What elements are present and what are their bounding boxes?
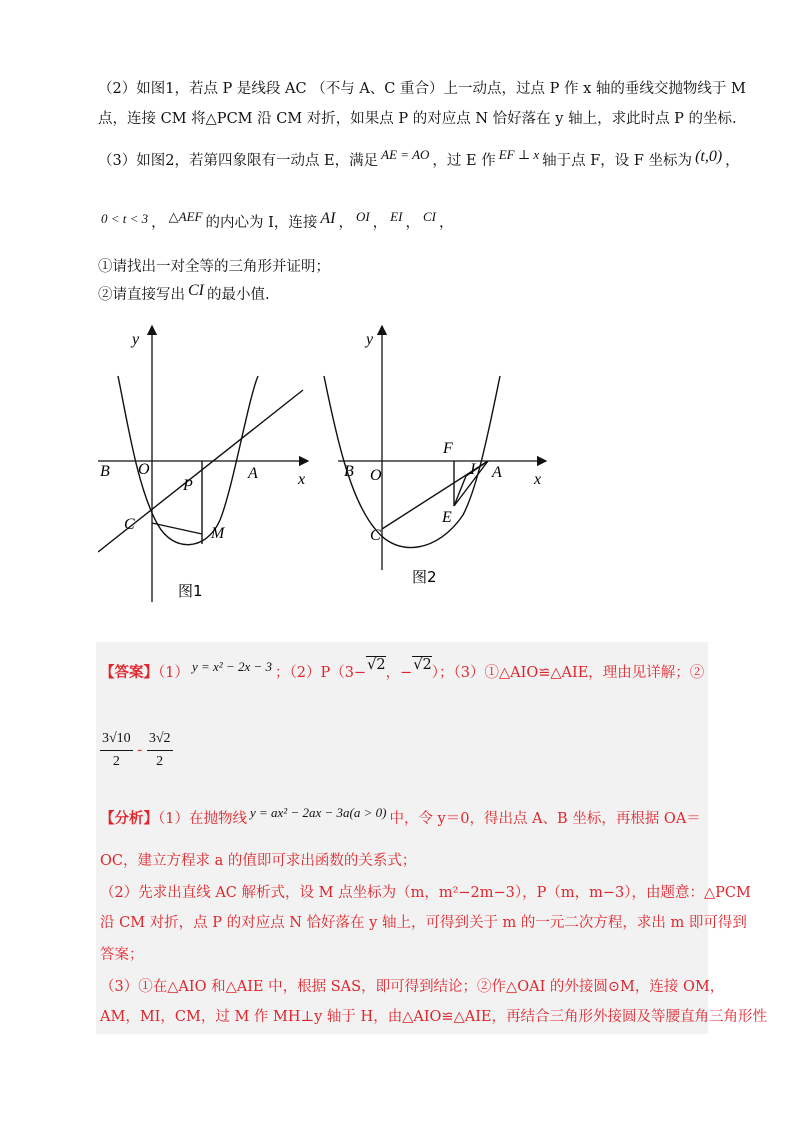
q3-sub2-text-b: 的最小值. — [207, 287, 270, 303]
q3-sub2-text-a: ②请直接写出 — [98, 287, 185, 303]
analysis-line-7: AM，MI，CM，过 M 作 MH⊥y 轴于 H，由△AIO≌△AIE，再结合三角形外接圆及等腰直角三角形性 — [100, 1009, 768, 1025]
answer-comma-neg: ，− — [385, 665, 413, 681]
sep-2: ， — [372, 215, 388, 231]
answer-tag: 【答案】 — [100, 664, 158, 681]
question-3-line-1 — [98, 147, 740, 172]
q3-text-d: ， — [725, 153, 740, 169]
figure-2 — [324, 326, 546, 586]
q3-triangle: △AEF — [168, 209, 203, 224]
answer-line-1 — [100, 657, 705, 684]
q3-segment-ai: AI — [320, 210, 336, 227]
fig2-label-c: C — [370, 527, 381, 544]
q3-segment-oi: OI — [355, 209, 370, 224]
answer-minus: - — [137, 742, 143, 759]
answer-part-2: ；（2）P（3− — [275, 665, 367, 681]
fig1-label-p: P — [183, 477, 193, 494]
fig2-label-e: E — [442, 509, 452, 526]
fig1-label-m: M — [211, 525, 225, 542]
q3-text-a: （3）如图2，若第四象限有一动点 E，满足 — [98, 153, 379, 169]
q3-range: 0 < t < 3 — [101, 211, 149, 226]
analysis-line-6: （3）①在△AIO 和△AIE 中，根据 SAS，即可得到结论；②作△OAI 的外接圆⊙M，连接 OM， — [100, 979, 725, 995]
analysis-line-2: OC，建立方程求 a 的值即可求出函数的关系式； — [100, 853, 417, 869]
sep-1: ， — [338, 215, 353, 231]
q3-condition-ef-perp: EF ⊥ x — [498, 147, 540, 162]
question-3-line-2 — [98, 209, 708, 234]
q3-sub2-ci: CI — [188, 282, 204, 299]
question-3-sub-1: ①请找出一对全等的三角形并证明； — [98, 259, 330, 275]
fig1-label-x: x — [298, 471, 306, 488]
analysis-l1-a: （1）在抛物线 — [158, 811, 247, 827]
sep-3: ， — [405, 215, 420, 231]
analysis-l1-b: 中，令 y＝0，得出点 A、B 坐标，再根据 OA＝ — [389, 811, 701, 827]
q3-segment-ci: CI — [422, 209, 436, 224]
fig1-label-y: y — [132, 331, 140, 348]
answer-formula: y = x² − 2x − 3 — [191, 659, 273, 674]
fig2-label-i: I — [470, 461, 476, 478]
q3-text-c: 轴于点 F，设 F 坐标为 — [542, 153, 693, 169]
answer-part-1: （1） — [158, 665, 189, 681]
fig2-caption: 图2 — [412, 568, 437, 586]
sep-4: ， — [438, 215, 454, 231]
fig2-label-f: F — [443, 440, 453, 457]
fig2-label-b: B — [344, 463, 354, 480]
fig2-label-o: O — [370, 467, 382, 484]
q3-segment-ei: EI — [390, 209, 403, 224]
analysis-line-4: 沿 CM 对折，点 P 的对应点 N 恰好落在 y 轴上，可得到关于 m 的一元二次方程，求出 m 即可得到 — [100, 915, 747, 931]
analysis-tag: 【分析】 — [100, 810, 158, 827]
answer-sqrt-1: √2 — [367, 657, 386, 673]
fig2-label-y: y — [366, 331, 374, 348]
analysis-line-1 — [100, 805, 704, 830]
answer-fraction-2: $\frac{3√2}{2}$ — [147, 728, 173, 773]
answer-fraction-1: $\frac{3√10}{2}$ — [100, 728, 133, 773]
fig1-label-a: A — [248, 465, 258, 482]
analysis-line-3: （2）先求出直线 AC 解析式，设 M 点坐标为（m，m²−2m−3），P（m，m−3），由题意：△PCM — [100, 885, 751, 901]
figure-1 — [98, 326, 308, 602]
fig2-label-x: x — [534, 471, 542, 488]
q3-coordinate: (t,0) — [695, 148, 723, 165]
analysis-formula: y = ax² − 2ax − 3a(a > 0) — [249, 805, 387, 820]
question-2-line-1: （2）如图1，若点 P 是线段 AC （不与 A、C 重合）上一动点，过点 P 作 x 轴的垂线交抛物线于 M — [98, 81, 746, 97]
fig2-segment-ei — [454, 476, 466, 506]
q3-text-f: 的内心为 I，连接 — [205, 215, 318, 231]
fig2-label-a: A — [492, 464, 502, 481]
answer-part-3: ）；（3）①△AIO≌△AIE，理由见详解；② — [431, 665, 705, 681]
fig1-label-c: C — [124, 516, 135, 533]
question-3-sub-2 — [98, 284, 708, 306]
q3-text-e: ， — [151, 215, 166, 231]
answer-line-2 — [100, 728, 704, 773]
figures — [98, 320, 558, 610]
answer-sqrt-2: √2 — [413, 657, 432, 673]
fig1-caption: 图1 — [178, 582, 203, 600]
q3-text-b: ，过 E 作 — [432, 153, 496, 169]
q3-condition-ae-ao: AE = AO — [381, 147, 430, 162]
analysis-line-5: 答案； — [100, 947, 144, 963]
fig1-label-o: O — [138, 461, 150, 478]
question-2-line-2: 点，连接 CM 将△PCM 沿 CM 对折，如果点 P 的对应点 N 恰好落在 y 轴上，求此时点 P 的坐标. — [98, 111, 737, 127]
fig1-label-b: B — [100, 463, 110, 480]
